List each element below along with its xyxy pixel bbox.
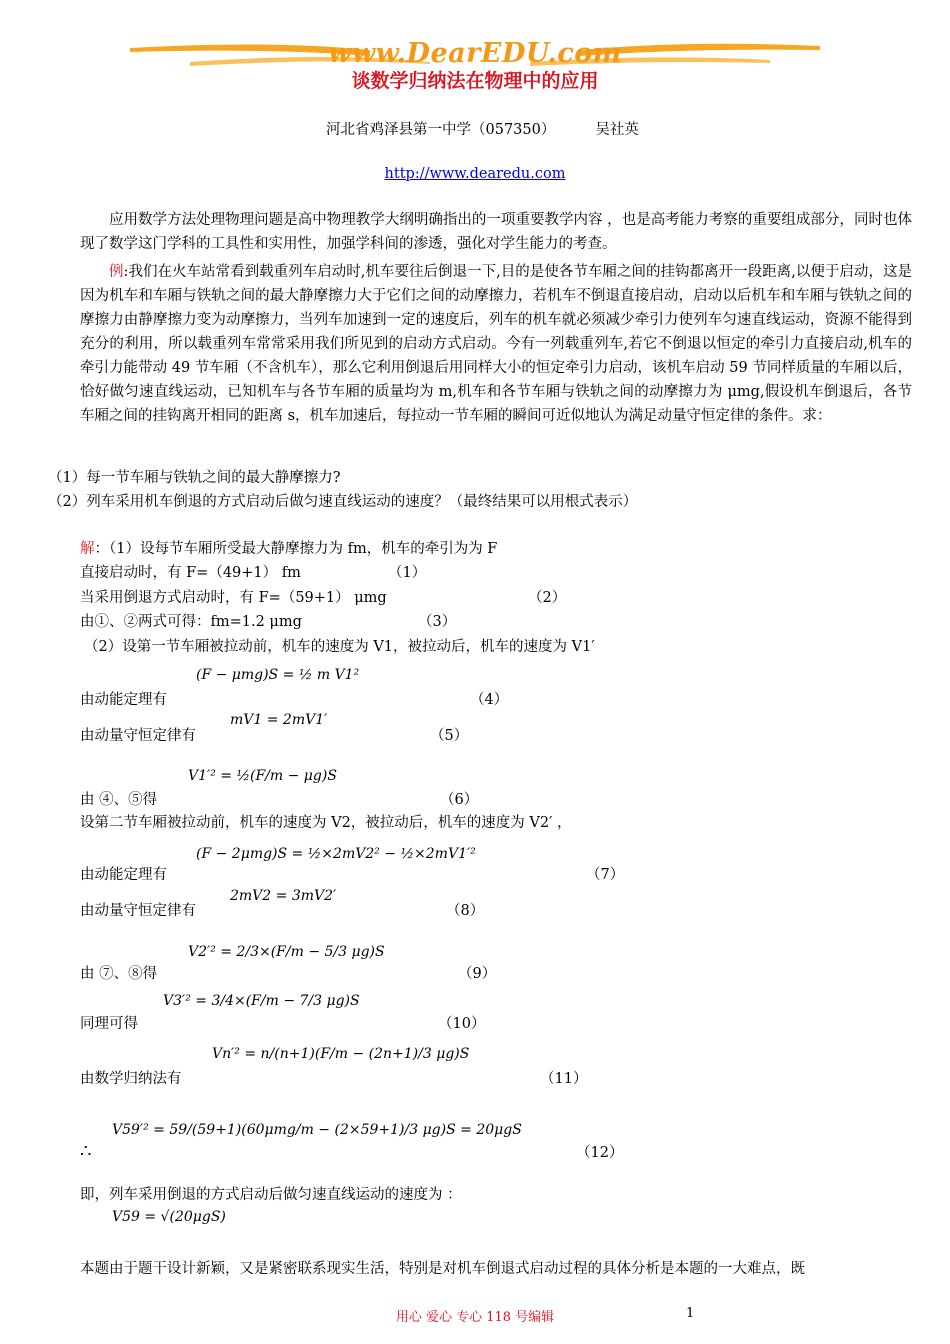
solution-line-3: 当采用倒退方式启动时，有 F=（59+1） μmg — [80, 590, 387, 606]
solution-line-13: 同理可得 — [80, 1016, 138, 1032]
solution-line-4: 由①、②两式可得：fm=1.2 μmg — [80, 614, 302, 630]
solution-line-14: 由数学归纳法有 — [80, 1071, 182, 1087]
author-line — [326, 118, 639, 139]
formula-12: V59′² = 59/(59+1)(60μmg/m − (2×59+1)/3 μg)S = 20μgS — [112, 1122, 522, 1138]
question-2: （2）列车采用机车倒退的方式启动后做匀速直线运动的速度？（最终结果可以用根式表示） — [48, 494, 638, 510]
formula-9: V2′² = 2/3×(F/m − 5/3 μg)S — [188, 944, 385, 960]
eq-number-12: （12） — [576, 1145, 624, 1161]
question-1: （1）每一节车厢与铁轨之间的最大静摩擦力? — [48, 470, 341, 486]
author-name: 吴社英 — [595, 122, 639, 138]
solution-line-1: 解：（1）设每节车厢所受最大静摩擦力为 fm，机车的牵引为为 F — [80, 541, 498, 557]
closing-paragraph: 本题由于题干设计新颖，又是紧密联系现实生活，特别是对机车倒退式启动过程的具体分析是本题的一大难点，既 — [80, 1261, 805, 1277]
website-link[interactable]: http://www.dearedu.com — [384, 166, 566, 182]
solution-line-7: 由动量守恒定律有 — [80, 728, 196, 744]
affiliation: 河北省鸡泽县第一中学（057350） — [326, 122, 556, 138]
formula-10: V3′² = 3/4×(F/m − 7/3 μg)S — [163, 993, 360, 1009]
solution-line-11: 由动量守恒定律有 — [80, 903, 196, 919]
intro-paragraph: 应用数学方法处理物理问题是高中物理教学大纲明确指出的一项重要教学内容 ，也是高考能力考察的重要组成部分，同时也体现了数学这门学科的工具性和实用性，加强学科间的渗透，强化对学生能力的考查。 — [80, 212, 912, 252]
solution-line-9: 设第二节车厢被拉动前，机车的速度为 V2，被拉动后，机车的速度为 V2′ ， — [80, 815, 572, 831]
eq-number-11: （11） — [540, 1071, 588, 1087]
solution-line-2: 直接启动时，有 F=（49+1） fm — [80, 565, 301, 581]
formula-final: V59 = √(20μgS) — [112, 1209, 226, 1225]
formula-7: (F − 2μmg)S = ½×2mV2² − ½×2mV1′² — [196, 846, 476, 862]
solution-line-10: 由动能定理有 — [80, 867, 167, 883]
eq-number-7: （7） — [586, 867, 625, 883]
formula-5: mV1 = 2mV1′ — [230, 712, 328, 728]
solution-label: 解 — [80, 541, 95, 557]
eq-number-10: （10） — [438, 1016, 486, 1032]
example-paragraph — [80, 260, 912, 428]
formula-4: (F − μmg)S = ½ m V1² — [196, 667, 360, 683]
formula-8: 2mV2 = 3mV2′ — [230, 888, 337, 904]
formula-6: V1′² = ½(F/m − μg)S — [188, 768, 337, 784]
eq-number-1: （1） — [388, 565, 427, 581]
page-number: 1 — [686, 1306, 695, 1321]
page-title: 谈数学归纳法在物理中的应用 — [351, 70, 599, 92]
example-label: 例 — [109, 264, 124, 280]
solution-line-8: 由 ④、⑤得 — [80, 792, 158, 808]
eq-number-8: （8） — [446, 903, 485, 919]
footer-text: 用心 爱心 专心 118 号编辑 — [395, 1310, 555, 1325]
solution-line-12: 由 ⑦、⑧得 — [80, 966, 158, 982]
example-text: :我们在火车站常看到载重列车启动时,机车要往后倒退一下,目的是使各节车厢之间的挂钩都离开一段距离,以便于启动，这是因为机车和车厢与铁轨之间的最大静摩擦力大于它们之间的动摩擦力，若机车不倒退直接启动，启动以后机车和车厢与铁轨之间的摩擦力由静摩擦力变为动摩擦力，当列车加速到一定的速度后，列车的机车就必须减少牵引力使列车匀速直线运动，资源不能得到充分的利用，所以载重列车常常采用我们所见到的启动方式启动。今有一列载重列车,若它不倒退以恒定的牵引力直接启动,机车的牵引力能带动 49 节车厢（不含机车），那么它利用倒退后用同样大小的恒定牵引力启动，该机车启动 59 节同样质量的车厢以后，恰好做匀速直线运动，已知机车与各节车厢的质量均为 m,机车和各节车厢与铁轨之间的动摩擦力为 μmg,假设机车倒退后，各节车厢之间的挂钩离开相同的距离 s，机车加速后，每拉动一节车厢的瞬间可近似地认为满足动量守恒定律的条件。求： — [80, 264, 912, 424]
eq-number-4: （4） — [470, 692, 509, 708]
solution-line-6: 由动能定理有 — [80, 692, 167, 708]
solution-line-5: （2）设第一节车厢被拉动前，机车的速度为 V1，被拉动后，机车的速度为 V1′ — [84, 639, 595, 655]
eq-number-5: （5） — [430, 728, 469, 744]
therefore-symbol: ∴ — [80, 1141, 92, 1162]
eq-number-6: （6） — [440, 792, 479, 808]
eq-number-3: （3） — [418, 614, 457, 630]
eq-number-9: （9） — [458, 966, 497, 982]
logo-text: www.DearEDU.com — [328, 38, 622, 69]
eq-number-2: （2） — [528, 590, 567, 606]
solution-line-16: 即，列车采用倒退的方式启动后做匀速直线运动的速度为 ： — [80, 1187, 462, 1203]
formula-11: Vn′² = n/(n+1)(F/m − (2n+1)/3 μg)S — [212, 1046, 470, 1062]
